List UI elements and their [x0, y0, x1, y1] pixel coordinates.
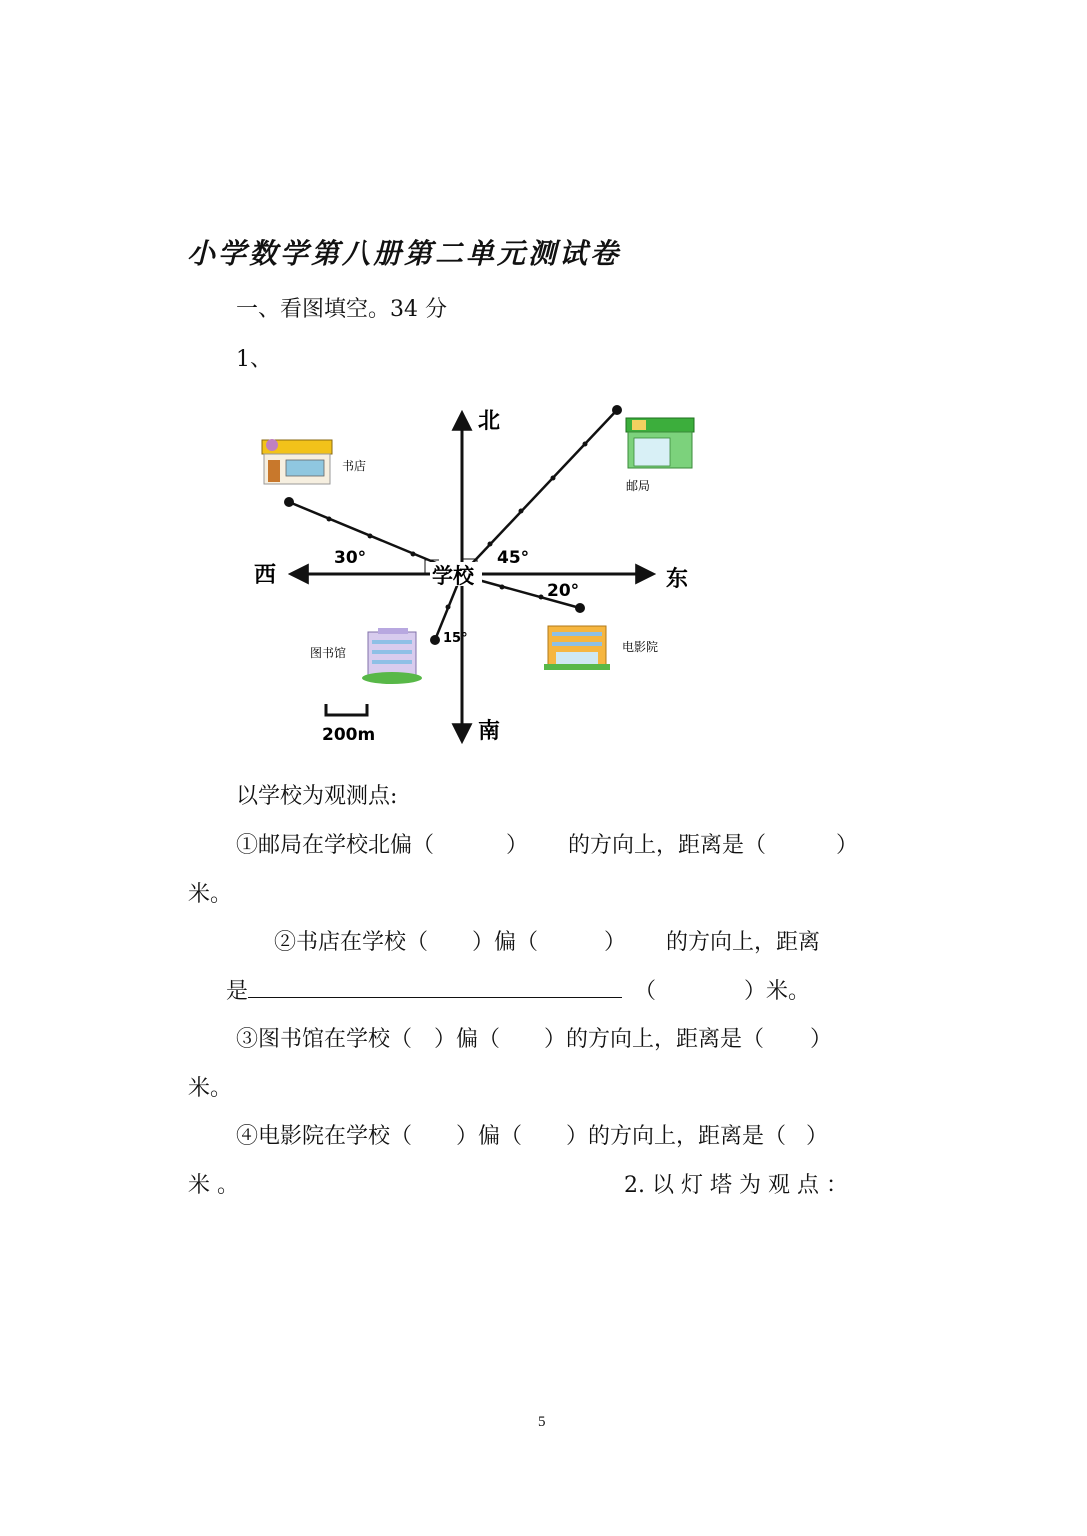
- south-label: 南: [478, 719, 501, 744]
- question-1: ①邮局在学校北偏（ ） 的方向上，距离是（ ）: [236, 833, 859, 858]
- scale-bar: [326, 704, 367, 715]
- section-heading: 一、看图填空。34 分: [236, 297, 447, 322]
- angle-library: 15°: [443, 631, 468, 646]
- bookstore-label: 书店: [342, 459, 367, 473]
- question-4: ④电影院在学校（ ）偏（ ）的方向上，距离是（ ）: [236, 1124, 829, 1149]
- question-2: ②书店在学校（ ）偏（ ） 的方向上，距离: [274, 930, 821, 955]
- question-number: 1、: [236, 347, 272, 372]
- library-label: 图书馆: [310, 646, 347, 660]
- observe-point: 以学校为观测点:: [236, 784, 398, 809]
- question-2-cont: 是 （ ）米。: [226, 979, 811, 1004]
- question-1-unit: 米。: [188, 882, 233, 907]
- angle-bookstore: 30°: [334, 548, 367, 568]
- question-4-unit: 米 。: [188, 1173, 239, 1198]
- angle-cinema: 20°: [547, 581, 580, 601]
- east-label: 东: [666, 567, 689, 592]
- bookstore-icon: [262, 439, 332, 484]
- section-2-heading: 2. 以 灯 塔 为 观 点 ：: [624, 1173, 848, 1198]
- post-office-label: 邮局: [626, 479, 651, 493]
- post-office-icon: [626, 418, 694, 468]
- page-title: 小学数学第八册第二单元测试卷: [187, 237, 622, 270]
- scale-label: 200m: [322, 725, 376, 745]
- page-number: 5: [538, 1414, 546, 1430]
- cinema-icon: [544, 626, 610, 670]
- school-label: 学校: [432, 564, 474, 588]
- cinema-label: 电影院: [622, 640, 659, 654]
- north-label: 北: [478, 409, 501, 434]
- question-3-unit: 米。: [188, 1076, 233, 1101]
- post-office-ray: [464, 410, 617, 572]
- question-3: ③图书馆在学校（ ）偏（ ）的方向上，距离是（ ）: [236, 1027, 833, 1052]
- library-icon: [362, 628, 422, 684]
- west-label: 西: [254, 563, 277, 588]
- angle-post-office: 45°: [497, 548, 530, 568]
- answer-blank[interactable]: [248, 979, 622, 998]
